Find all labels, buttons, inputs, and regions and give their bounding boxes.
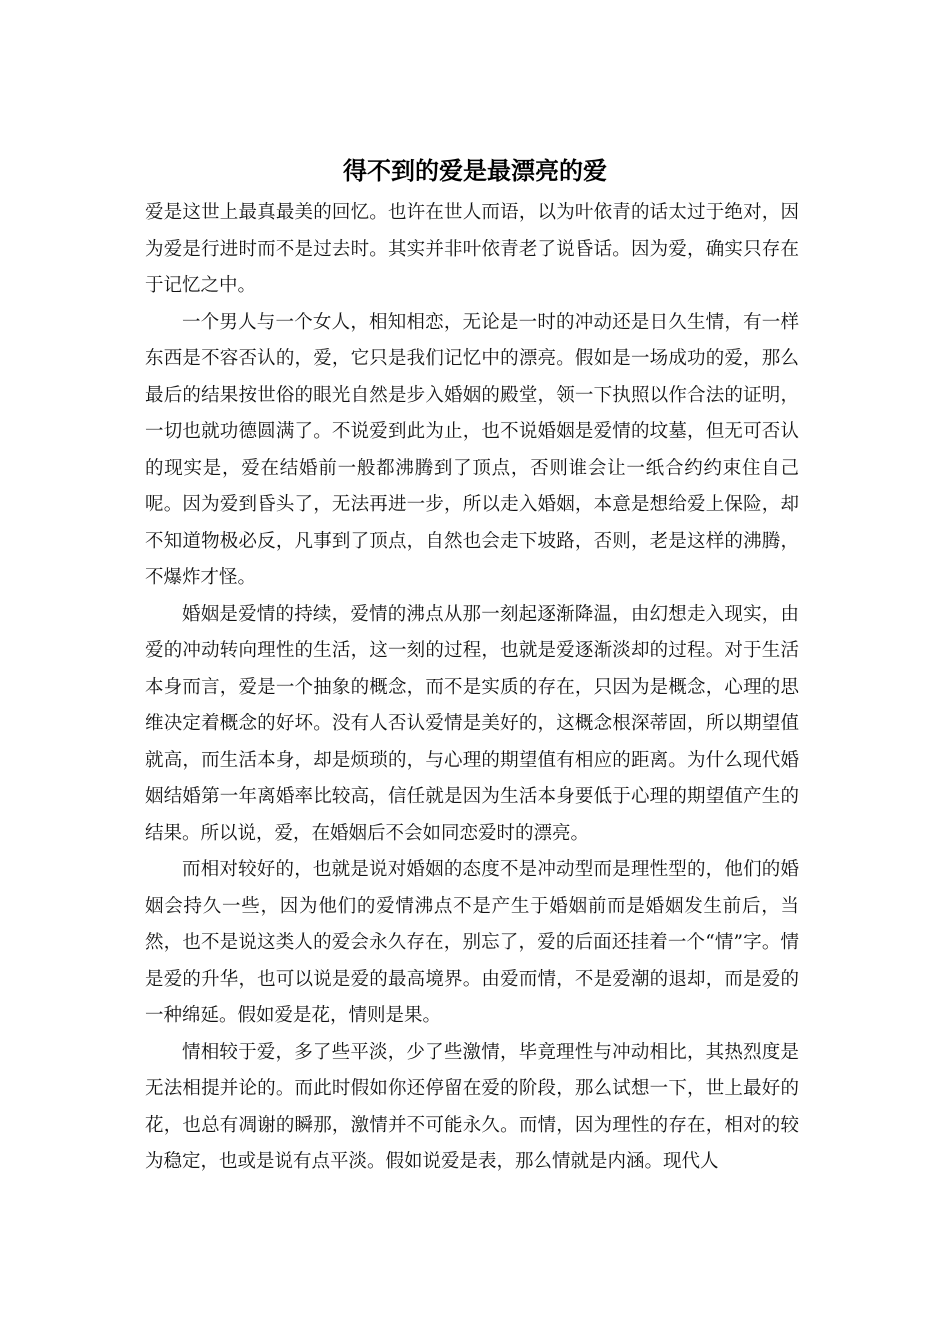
paragraph-4: 而相对较好的，也就是说对婚姻的态度不是冲动型而是理性型的，他们的婚姻会持久一些，因为他们的爱情沸点不是产生于婚姻前而是婚姻发生前后，当然，也不是说这类人的爱会永久存在，别忘了，爱的后面还挂着一个“情”字。情是爱的升华，也可以说是爱的最高境界。由爱而情，不是爱潮的退却，而是爱的一种绵延。假如爱是花，情则是果。 — [145, 859, 799, 1026]
paragraph-1: 爱是这世上最真最美的回忆。也许在世人而语，以为叶依青的话太过于绝对，因为爱是行进时而不是过去时。其实并非叶依青老了说昏话。因为爱，确实只存在于记忆之中。 — [145, 202, 799, 296]
paragraph-3: 婚姻是爱情的持续，爱情的沸点从那一刻起逐渐降温，由幻想走入现实，由爱的冲动转向理性的生活，这一刻的过程，也就是爱逐渐淡却的过程。对于生活本身而言，爱是一个抽象的概念，而不是实质的存在，只因为是概念，心理的思维决定着概念的好坏。没有人否认爱情是美好的，这概念根深蒂固，所以期望值就高，而生活本身，却是烦琐的，与心理的期望值有相应的距离。为什么现代婚姻结婚第一年离婚率比较高，信任就是因为生活本身要低于心理的期望值产生的结果。所以说，爱，在婚姻后不会如同恋爱时的漂亮。 — [145, 603, 799, 844]
document-title: 得不到的爱是最漂亮的爱 — [343, 157, 607, 185]
paragraph-5: 情相较于爱，多了些平淡，少了些激情，毕竟理性与冲动相比，其热烈度是无法相提并论的。而此时假如你还停留在爱的阶段，那么试想一下，世上最好的花，也总有凋谢的瞬那，激情并不可能永久。而情，因为理性的存在，相对的较为稳定，也或是说有点平淡。假如说爱是表，那么情就是内涵。现代人 — [145, 1041, 799, 1172]
paragraph-2: 一个男人与一个女人，相知相恋，无论是一时的冲动还是日久生情，有一样东西是不容否认的，爱，它只是我们记忆中的漂亮。假如是一场成功的爱，那么最后的结果按世俗的眼光自然是步入婚姻的殿堂，领一下执照以作合法的证明，一切也就功德圆满了。不说爱到此为止，也不说婚姻是爱情的坟墓，但无可否认的现实是，爱在结婚前一般都沸腾到了顶点，否则谁会让一纸合约约束住自己呢。因为爱到昏头了，无法再进一步，所以走入婚姻，本意是想给爱上保险，却不知道物极必反，凡事到了顶点，自然也会走下坡路，否则，老是这样的沸腾，不爆炸才怪。 — [145, 311, 799, 588]
document-body — [145, 195, 799, 1181]
